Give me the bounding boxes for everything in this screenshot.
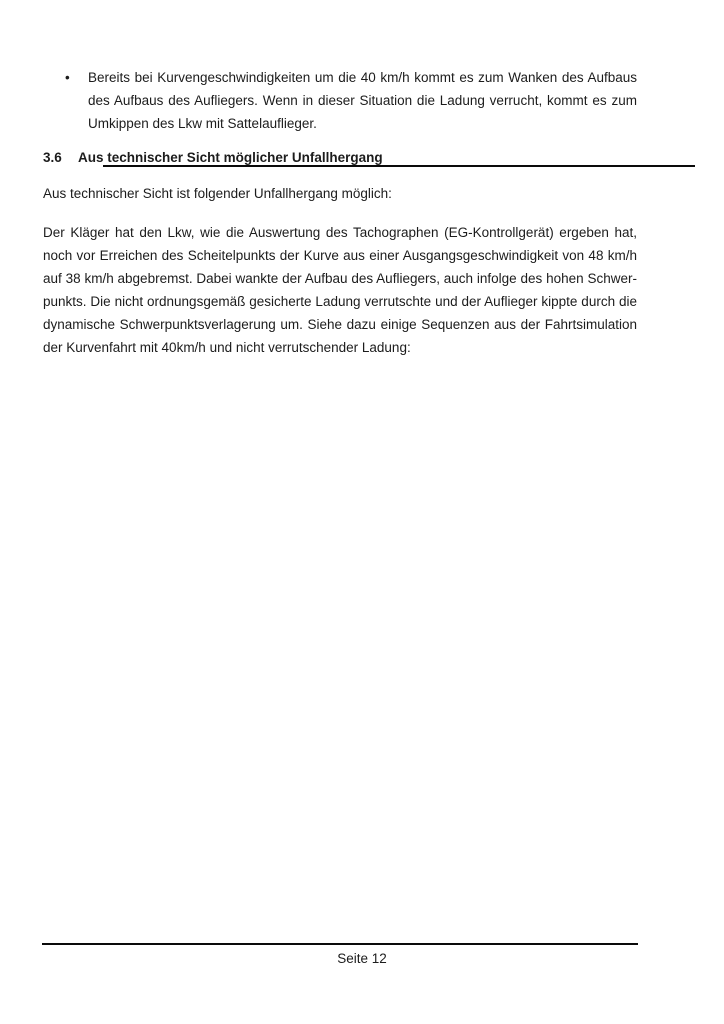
bullet-line: Umkippen des Lkw mit Sattelauflieger. bbox=[88, 116, 317, 131]
bullet-item bbox=[43, 66, 637, 135]
bullet-line: des Aufbaus des Aufliegers. Wenn in dieser Situation die Ladung verrucht, kommt es zum bbox=[88, 93, 637, 108]
section-title bbox=[78, 150, 383, 165]
page-number: Seite 12 bbox=[337, 951, 387, 966]
heading-underline bbox=[103, 165, 695, 167]
paragraph-line: dynamische Schwerpunktsverlagerung um. Siehe dazu einige Sequenzen aus der Fahrtsimulation bbox=[43, 317, 637, 332]
paragraph-line: auf 38 km/h abgebremst. Dabei wankte der Aufbau des Aufliegers, auch infolge des hohen Schwer- bbox=[43, 271, 637, 286]
paragraph-line: der Kurvenfahrt mit 40km/h und nicht verrutschender Ladung: bbox=[43, 340, 411, 355]
bullet-line: Bereits bei Kurvengeschwindigkeiten um die 40 km/h kommt es zum Wanken des Aufbaus bbox=[88, 70, 637, 85]
paragraph-line: punkts. Die nicht ordnungsgemäß gesicherte Ladung verrutschte und der Auflieger kippte durch die bbox=[43, 294, 637, 309]
bullet-text bbox=[88, 66, 637, 135]
section-title-rest: technischer Sicht möglicher Unfallhergang bbox=[107, 150, 383, 165]
bullet-icon: • bbox=[65, 70, 70, 85]
main-paragraph bbox=[43, 221, 637, 359]
intro-paragraph: Aus technischer Sicht ist folgender Unfallhergang möglich: bbox=[43, 186, 392, 201]
footer-divider bbox=[42, 943, 638, 945]
section-number: 3.6 bbox=[43, 150, 62, 165]
section-title-prefix: Aus bbox=[78, 150, 104, 165]
paragraph-line: noch vor Erreichen des Scheitelpunkts der Kurve aus einer Ausgangsgeschwindigkeit von 48 km/h bbox=[43, 248, 637, 263]
paragraph-line: Der Kläger hat den Lkw, wie die Auswertung des Tachographen (EG-Kontrollgerät) ergeben hat, bbox=[43, 225, 637, 240]
